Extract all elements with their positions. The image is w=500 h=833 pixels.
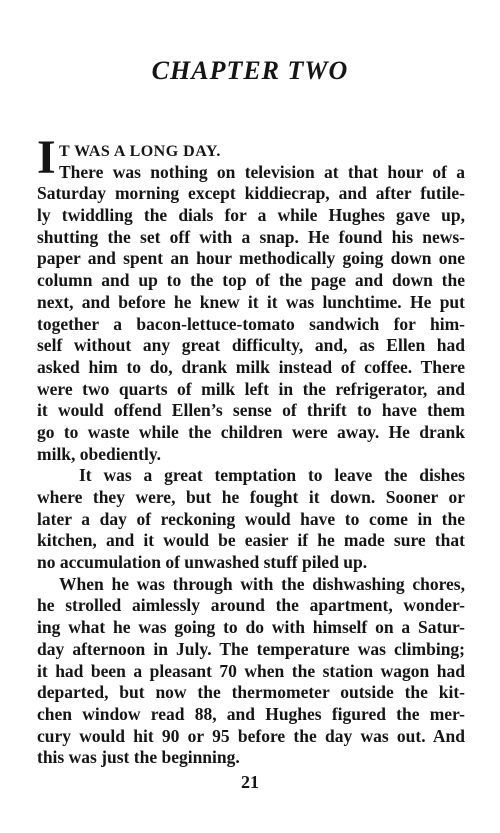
chapter-title: CHAPTER TWO — [151, 56, 349, 85]
text-line: he strolled aimlessly around the apartment, wonder- — [37, 595, 465, 616]
text-line: milk, obediently. — [37, 443, 161, 464]
paragraph-2 — [37, 465, 465, 573]
text-line: paper and spent an hour methodically going down one — [37, 248, 465, 269]
text-line: ly twiddling the dials for a while Hughes gave up, — [37, 205, 465, 226]
text-line: ing what he was going to do with himself on a Satur- — [37, 617, 465, 638]
page-number: 21 — [241, 772, 259, 792]
drop-cap: I — [37, 131, 56, 184]
text-line: this was just the beginning. — [37, 747, 240, 768]
text-line: asked him to do, drank milk instead of coffee. There — [37, 356, 465, 377]
text-line: later a day of reckoning would have to come in the — [37, 508, 465, 529]
text-line: kitchen, and it would be easier if he made sure that — [37, 530, 465, 551]
text-line: Saturday morning except kiddiecrap, and after futile- — [37, 183, 465, 204]
text-line: There was nothing on television at that hour of a — [59, 161, 465, 182]
text-line: go to waste while the children were away. He drank — [37, 421, 465, 442]
text-line: It was a great temptation to leave the dishes — [79, 465, 465, 486]
text-line: cury would hit 90 or 95 before the day was out. And — [37, 725, 465, 746]
text-line: together a bacon-lettuce-tomato sandwich for him- — [37, 313, 465, 334]
opening-lead-in — [37, 140, 465, 162]
body-text — [37, 140, 465, 769]
text-line: where they were, but he fought it down. Sooner or — [37, 487, 465, 507]
text-line: were two quarts of milk left in the refrigerator, and — [37, 378, 465, 399]
text-line: departed, but now the thermometer outside the kit- — [37, 682, 465, 703]
text-line: column and up to the top of the page and down the — [37, 270, 465, 291]
text-line: shutting the set off with a snap. He found his news- — [37, 226, 465, 247]
lead-in-text: T WAS A LONG DAY. — [59, 143, 221, 160]
text-line: next, and before he knew it it was lunchtime. He put — [37, 291, 465, 312]
text-line: it would offend Ellen’s sense of thrift to have them — [37, 400, 465, 421]
text-line: it had been a pleasant 70 when the station wagon had — [37, 660, 465, 681]
text-line: day afternoon in July. The temperature was climbing; — [37, 638, 465, 659]
paragraph-3 — [37, 574, 465, 769]
text-line: When he was through with the dishwashing chores, — [59, 573, 465, 594]
text-line: no accumulation of unwashed stuff piled up. — [37, 552, 368, 573]
text-line: self without any great difficulty, and, as Ellen had — [37, 335, 465, 356]
text-line: chen window read 88, and Hughes figured the mer- — [37, 703, 465, 724]
paragraph-1 — [37, 162, 465, 466]
